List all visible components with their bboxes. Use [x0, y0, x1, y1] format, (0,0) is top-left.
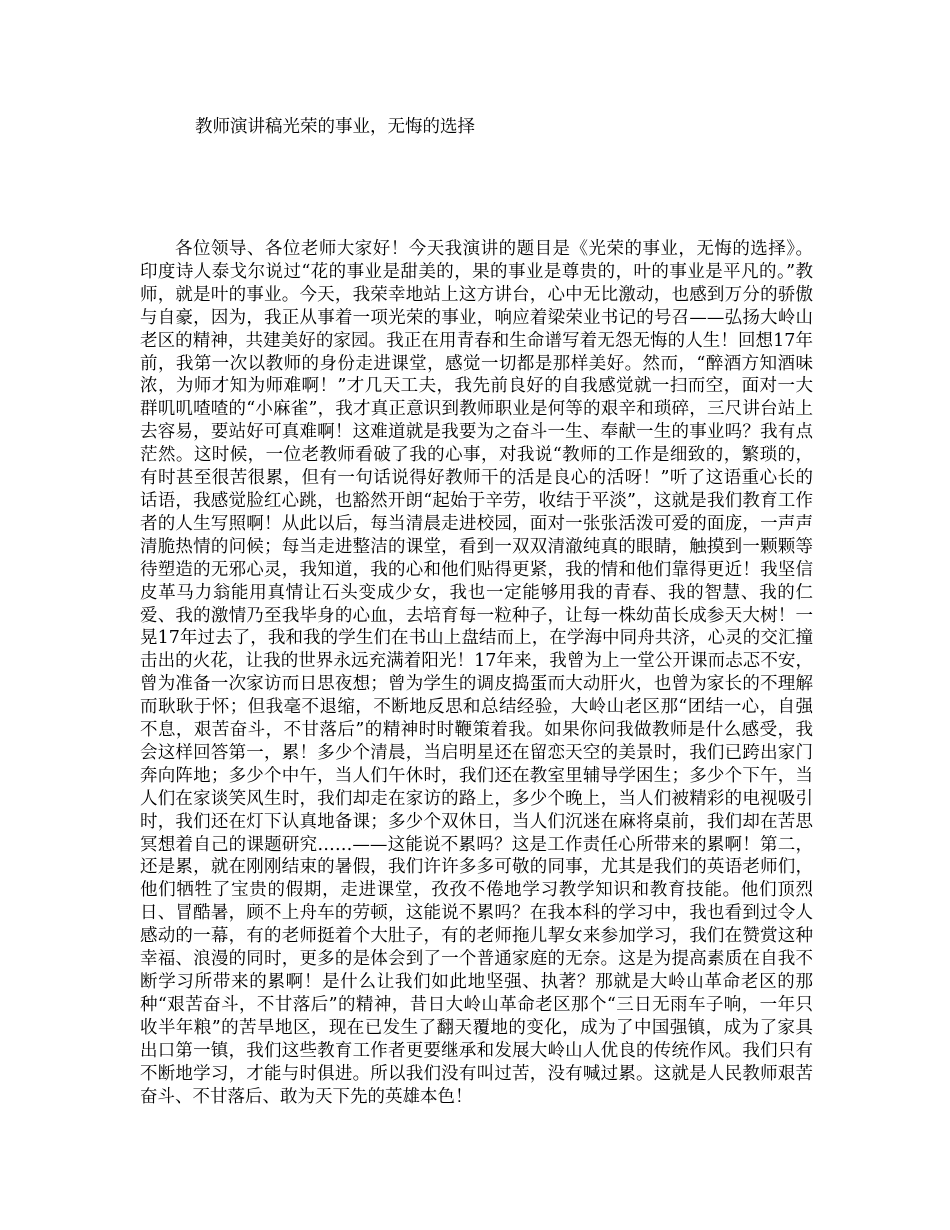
document-title: 教师演讲稿光荣的事业，无悔的选择 [195, 117, 475, 137]
document-body-paragraph: 各位领导、各位老师大家好！今天我演讲的题目是《光荣的事业，无悔的选择》。印度诗人泰戈尔说过“花的事业是甜美的，果的事业是尊贵的，叶的事业是平凡的。”教师，就是叶的事业。今天，我荣幸地站上这方讲台，心中无比激动，也感到万分的骄傲与自豪，因为，我正从事着一项光荣的事业，响应着梁荣业书记的号召——弘扬大岭山老区的精神，共建美好的家园。我正在用青春和生命谱写着无怨无悔的人生！回想17年前，我第一次以教师的身份走进课堂，感觉一切都是那样美好。然而，“醉酒方知酒味浓，为师才知为师难啊！”才几天工夫，我先前良好的自我感觉就一扫而空，面对一大群叽叽喳喳的“小麻雀”，我才真正意识到教师职业是何等的艰辛和琐碎，三尺讲台站上去容易，要站好可真难啊！这难道就是我要为之奋斗一生、奉献一生的事业吗？我有点茫然。这时候，一位老教师看破了我的心事，对我说“教师的工作是细致的，繁琐的，有时甚至很苦很累，但有一句话说得好教师干的活是良心的活呀！”听了这语重心长的话语，我感觉脸红心跳，也豁然开朗“起始于辛劳，收结于平淡”，这就是我们教育工作者的人生写照啊！从此以后，每当清晨走进校园，面对一张张活泼可爱的面庞，一声声清脆热情的问候；每当走进整洁的课堂，看到一双双清澈纯真的眼睛，触摸到一颗颗等待塑造的无邪心灵，我知道，我的心和他们贴得更紧，我的情和他们靠得更近！我坚信皮革马力翁能用真情让石头变成少女，我也一定能够用我的青春、我的智慧、我的仁爱、我的激情乃至我毕身的心血，去培育每一粒种子，让每一株幼苗长成参天大树！一晃17年过去了，我和我的学生们在书山上盘结而上，在学海中同舟共济，心灵的交汇撞击出的火花，让我的世界永远充满着阳光！17年来，我曾为上一堂公开课而忐忑不安，曾为准备一次家访而日思夜想；曾为学生的调皮捣蛋而大动肝火，也曾为家长的不理解而耿耿于怀；但我毫不退缩，不断地反思和总结经验，大岭山老区那“团结一心，自强不息，艰苦奋斗，不甘落后”的精神时时鞭策着我。如果你问我做教师是什么感受，我会这样回答第一，累！多少个清晨，当启明星还在留恋天空的美景时，我们已跨出家门奔向阵地；多少个中午，当人们午休时，我们还在教室里辅导学困生；多少个下午，当人们在家谈笑风生时，我们却走在家访的路上，多少个晚上，当人们被精彩的电视吸引时，我们还在灯下认真地备课；多少个双休日，当人们沉迷在麻将桌前，我们却在苦思冥想着自己的课题研究……——这能说不累吗？这是工作责任心所带来的累啊！第二，还是累，就在刚刚结束的暑假，我们许许多多可敬的同事，尤其是我们的英语老师们，他们牺牲了宝贵的假期，走进课堂，孜孜不倦地学习教学知识和教育技能。他们顶烈日、冒酷暑，顾不上舟车的劳顿，这能说不累吗？在我本科的学习中，我也看到过令人感动的一幕，有的老师挺着个大肚子，有的老师拖儿挈女来参加学习，我们在赞赏这种幸福、浪漫的同时，更多的是体会到了一个普通家庭的无奈。这是为提高素质在自我不断学习所带来的累啊！是什么让我们如此地坚强、执著？那就是大岭山革命老区的那种“艰苦奋斗，不甘落后”的精神，昔日大岭山革命老区那个“三日无雨车子响，一年只收半年粮”的苦旱地区，现在已发生了翻天覆地的变化，成为了中国强镇，成为了家具出口第一镇，我们这些教育工作者更要继承和发展大岭山人优良的传统作风。我们只有不断地学习，才能与时俱进。所以我们没有叫过苦，没有喊过累。这就是人民教师艰苦奋斗、不甘落后、敢为天下先的英雄本色！ [140, 239, 813, 1107]
